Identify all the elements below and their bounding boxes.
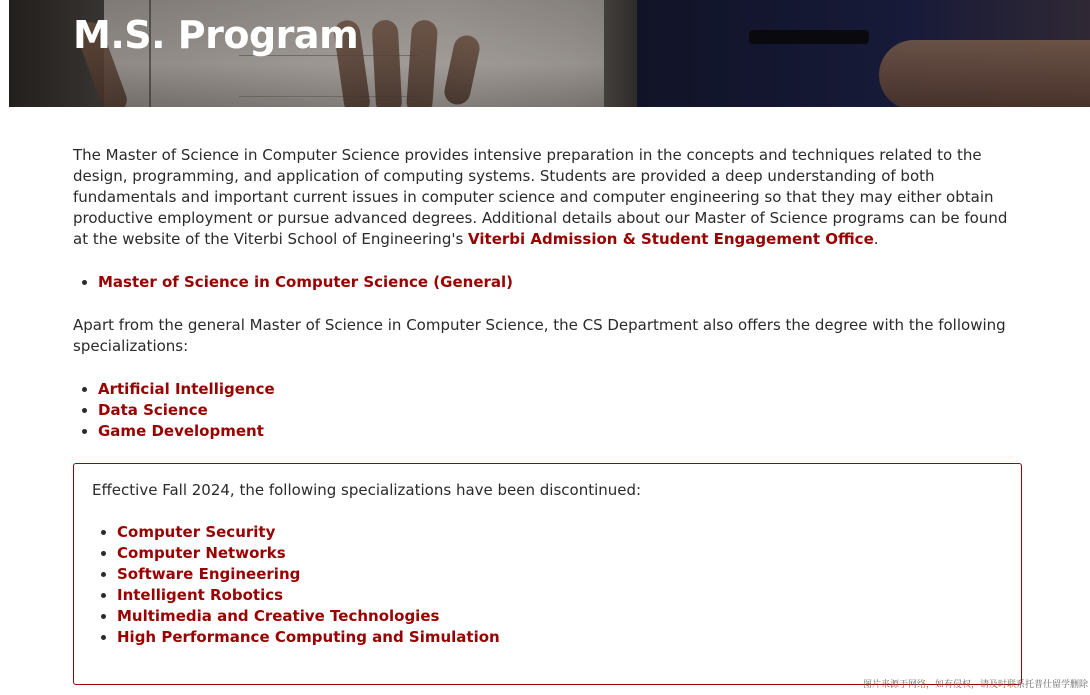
intro-text: The Master of Science in Computer Science provides intensive preparation in the concepts and techniques related to the design, programming, and application of computing systems. Students are provided a deep understanding of both fundamentals and important current issues in computer science and computer engineering so that they may either obtain productive employment or pursue advanced degrees. Additional details about our Master of Science programs can be found at the website of the Viterbi School of Engineering's <box>73 146 1008 248</box>
general-program-list <box>73 272 1025 293</box>
discontinued-paragraph: Effective Fall 2024, the following specializations have been discontinued: <box>92 481 642 499</box>
specializations-list <box>73 379 1025 442</box>
list-item <box>98 421 1025 442</box>
hpc-simulation-link[interactable]: High Performance Computing and Simulation <box>117 628 500 646</box>
viterbi-admission-link[interactable]: Viterbi Admission & Student Engagement Office <box>468 230 874 248</box>
intro-paragraph <box>73 145 1025 250</box>
intro-trailing: . <box>873 230 879 248</box>
list-item <box>98 400 1025 421</box>
main-content <box>73 145 1025 442</box>
watermark-text: 图片来源于网络，如有侵权，请及时联系托普仕留学删除 <box>862 680 1088 690</box>
discontinued-list <box>92 522 1003 648</box>
page-title: M.S. Program <box>73 13 359 57</box>
list-item <box>117 606 1003 627</box>
data-science-specialization-link[interactable]: Data Science <box>98 401 208 419</box>
ms-cs-general-link[interactable]: Master of Science in Computer Science (General) <box>98 273 514 291</box>
list-item <box>98 272 1025 293</box>
ai-specialization-link[interactable]: Artificial Intelligence <box>98 380 275 398</box>
multimedia-creative-tech-link[interactable]: Multimedia and Creative Technologies <box>117 607 440 625</box>
specializations-paragraph: Apart from the general Master of Science in Computer Science, the CS Department also offers the degree with the following specializations: <box>73 316 1006 355</box>
game-development-specialization-link[interactable]: Game Development <box>98 422 264 440</box>
list-item <box>117 627 1003 648</box>
list-item <box>117 522 1003 543</box>
list-item <box>117 585 1003 606</box>
computer-security-link[interactable]: Computer Security <box>117 523 276 541</box>
discontinued-notice-box <box>73 463 1022 685</box>
computer-networks-link[interactable]: Computer Networks <box>117 544 286 562</box>
list-item <box>117 543 1003 564</box>
intelligent-robotics-link[interactable]: Intelligent Robotics <box>117 586 284 604</box>
list-item <box>98 379 1025 400</box>
list-item <box>117 564 1003 585</box>
software-engineering-link[interactable]: Software Engineering <box>117 565 301 583</box>
